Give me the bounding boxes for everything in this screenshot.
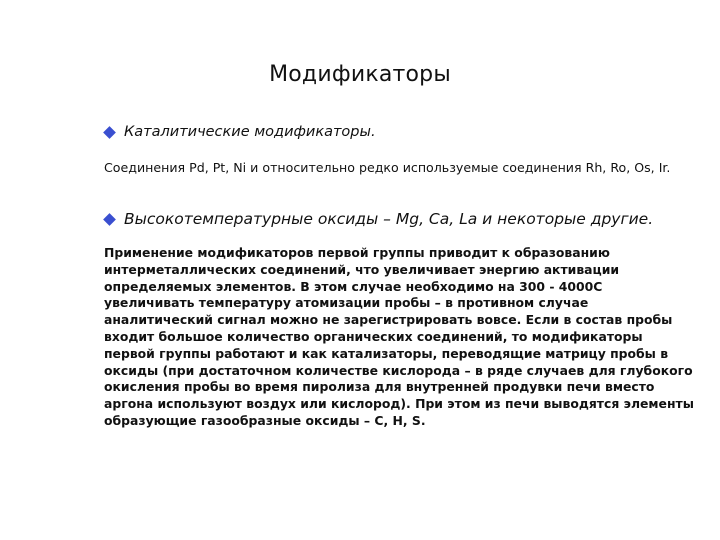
diamond-icon xyxy=(103,213,116,226)
bullet-text: Каталитические модификаторы. xyxy=(124,124,376,140)
paragraph-application: Применение модификаторов первой группы приводит к образованию интерметаллических соединений, что увеличивает энергию активации определяемых элементов. В этом случае необходимо на 300 - 4000С увеличивать температуру атомизации пробы – в противном случае аналитический сигнал можно не зарегистрировать вовсе. Если в состав пробы входит большое количество органических соединений, то модификаторы первой группы работают и как катализаторы, переводящие матрицу пробы в оксиды (при достаточном количестве кислорода – в ряде случаев для глубокого окисления пробы во время пиролиза для внутренней продувки печи вместо аргона используют воздух или кислород). При этом из печи выводятся элементы образующие газообразные оксиды – C, H, S. xyxy=(104,245,694,428)
diamond-icon xyxy=(103,126,116,139)
bullet-catalytic-modifiers xyxy=(104,124,376,140)
paragraph-compounds: Соединения Pd, Pt, Ni и относительно редко используемые соединения Rh, Ro, Os, Ir. xyxy=(104,160,671,175)
bullet-high-temperature-oxides xyxy=(104,210,653,228)
slide-title: Модификаторы xyxy=(269,62,451,87)
bullet-text: Высокотемпературные оксиды – Mg, Ca, La и некоторые другие. xyxy=(124,210,654,228)
